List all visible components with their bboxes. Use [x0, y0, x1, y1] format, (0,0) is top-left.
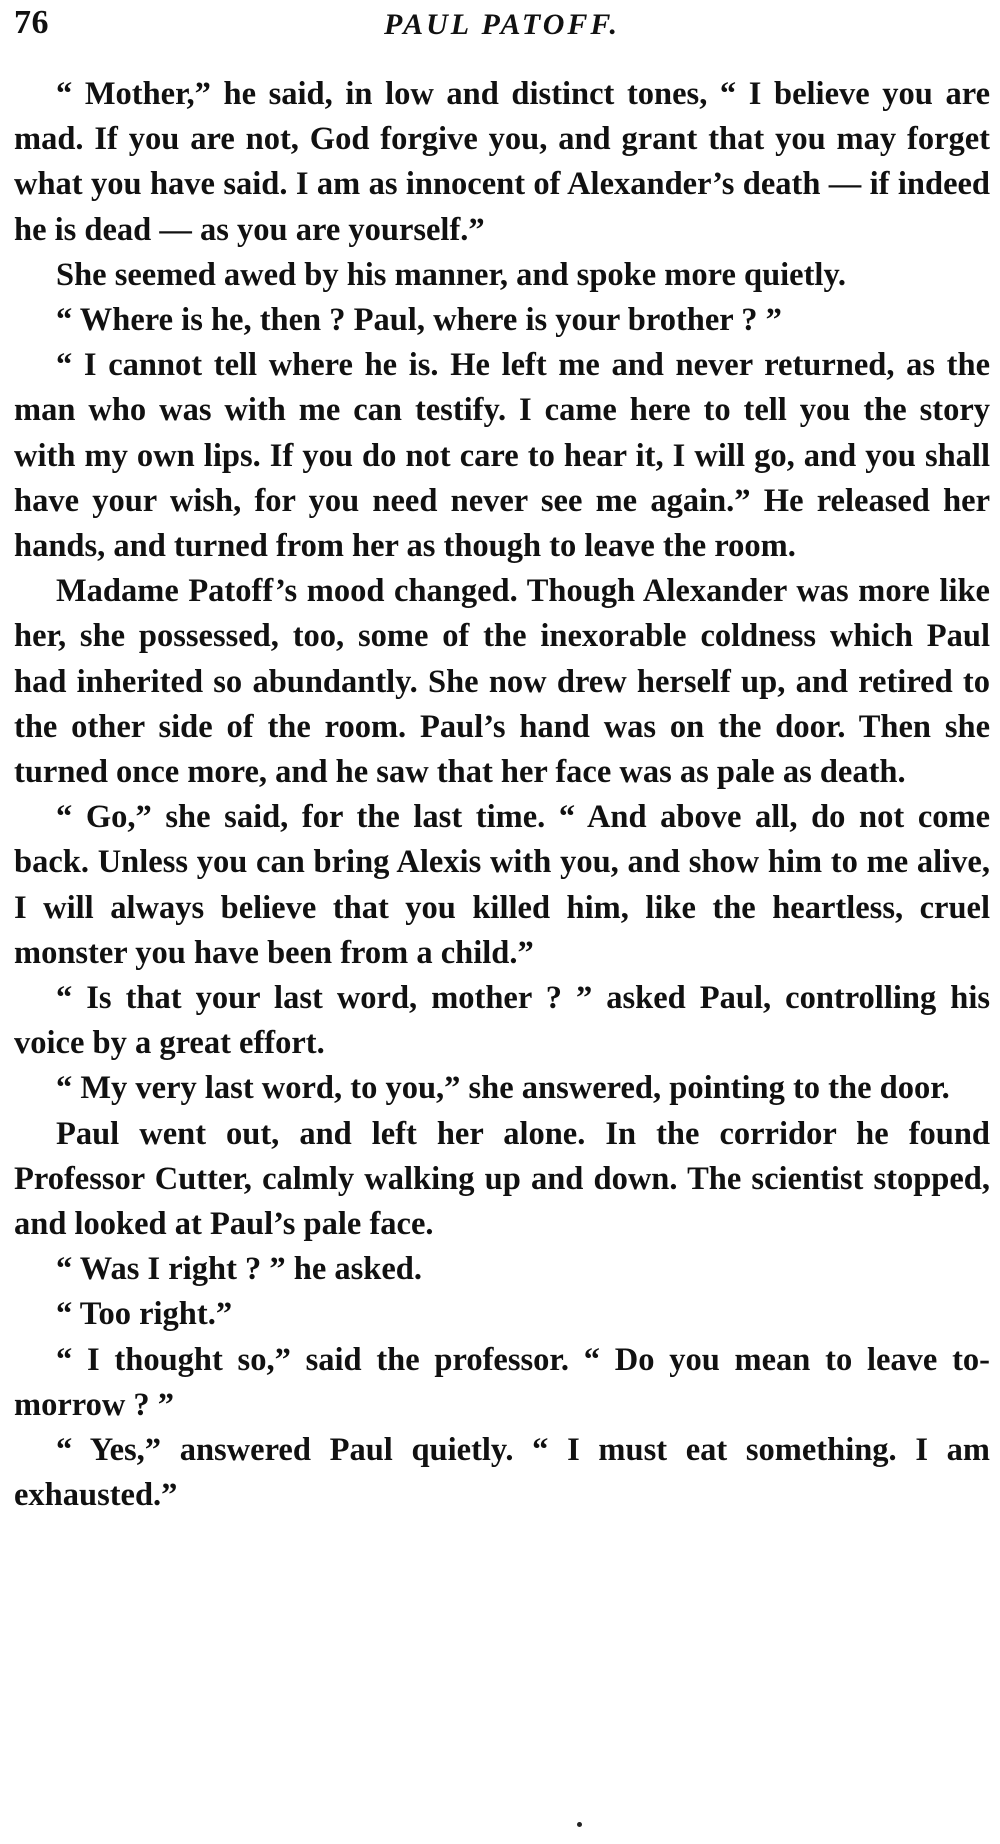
- paragraph: “ Mother,” he said, in low and distinct tones, “ I believe you are mad. If you are not, God forgive you, and grant that you may forget what you have said. I am as innocent of Alexander’s death — if indeed he is dead — as you are yourself.”: [14, 76, 990, 248]
- paragraph: “ Was I right ? ” he asked.: [56, 1251, 422, 1288]
- book-page: [14, 0, 990, 1844]
- paragraph: “ Go,” she said, for the last time. “ And above all, do not come back. Unless you can bring Alexis with you, and show him to me alive, I will always believe that you killed him, like the heartless, cruel monster you have been from a child.”: [14, 799, 990, 971]
- body-text: [14, 72, 990, 1519]
- paragraph: “ My very last word, to you,” she answered, pointing to the door.: [56, 1070, 950, 1107]
- paragraph: “ I cannot tell where he is. He left me and never returned, as the man who was with me can testify. I came here to tell you the story with my own lips. If you do not care to hear it, I will go, and you shall have your wish, for you need never see me again.” He released her hands, and turned from her as though to leave the room.: [14, 347, 990, 565]
- paragraph: Paul went out, and left her alone. In the corridor he found Professor Cutter, calmly walking up and down. The scientist stopped, and looked at Paul’s pale face.: [14, 1115, 990, 1243]
- paragraph: Madame Patoff’s mood changed. Though Alexander was more like her, she possessed, too, some of the inexorable coldness which Paul had inherited so abundantly. She now drew herself up, and retired to the other side of the room. Paul’s hand was on the door. Then she turned once more, and he saw that her face was as pale as death.: [14, 573, 990, 791]
- paragraph: She seemed awed by his manner, and spoke more quietly.: [56, 256, 847, 293]
- running-title: PAUL PATOFF.: [383, 8, 621, 41]
- paragraph: “ I thought so,” said the professor. “ Do you mean to leave to-morrow ? ”: [14, 1341, 990, 1423]
- paragraph: “ Yes,” answered Paul quietly. “ I must eat something. I am exhausted.”: [14, 1432, 990, 1514]
- paragraph: “ Is that your last word, mother ? ” asked Paul, controlling his voice by a great effort.: [14, 980, 990, 1062]
- print-speck: [577, 1822, 582, 1827]
- paragraph: “ Where is he, then ? Paul, where is your brother ? ”: [56, 302, 782, 339]
- page-number: 76: [14, 4, 49, 41]
- paragraph: “ Too right.”: [56, 1296, 233, 1333]
- running-head: [14, 0, 990, 66]
